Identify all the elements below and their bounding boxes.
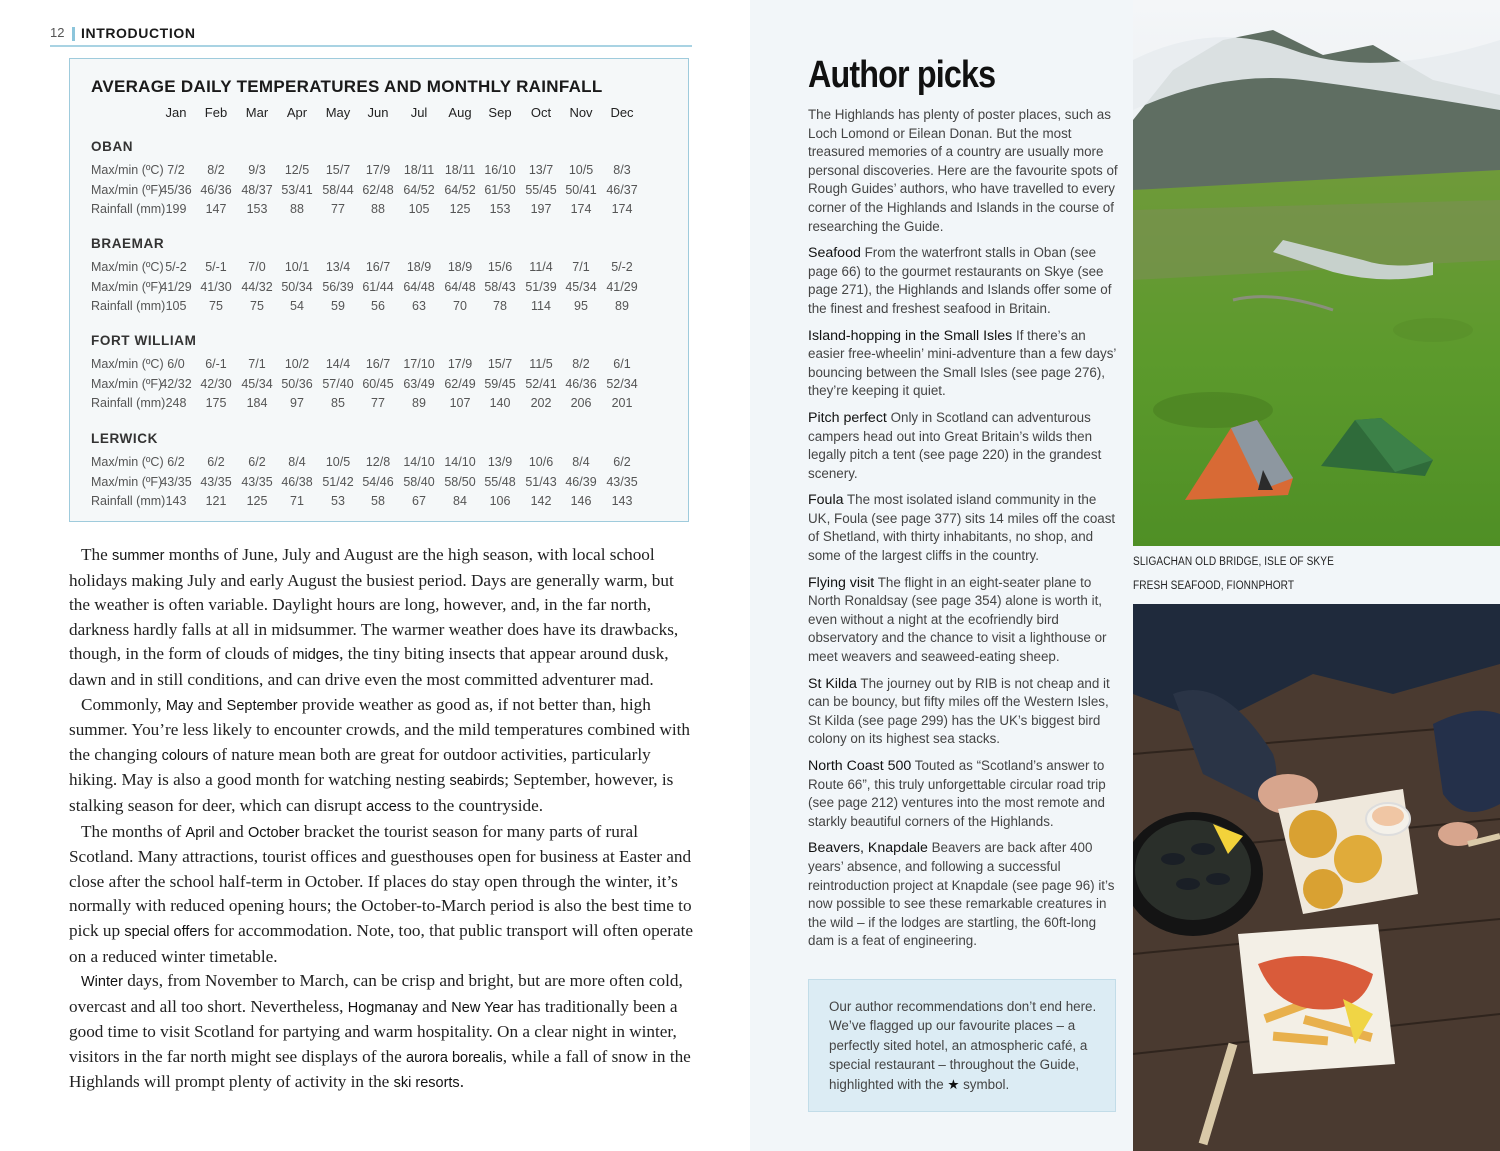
table-cell: 48/37 bbox=[241, 182, 273, 197]
months-header-row bbox=[70, 105, 690, 121]
author-pick-item bbox=[808, 409, 1120, 483]
table-cell: 12/5 bbox=[284, 163, 310, 177]
table-cell: 8/2 bbox=[572, 357, 590, 371]
table-cell: 46/38 bbox=[281, 474, 313, 489]
photo-sligachan bbox=[1133, 0, 1500, 546]
table-cell: 105 bbox=[408, 202, 430, 216]
body-text-run: , while a fall of snow in the Highlands will prompt plenty of activity in the bbox=[69, 1046, 691, 1092]
page-header bbox=[50, 25, 692, 47]
table-cell: 6/2 bbox=[613, 455, 631, 469]
body-text-run: to the countryside. bbox=[411, 795, 544, 815]
table-cell: 54/46 bbox=[362, 474, 394, 489]
table-cell: 58/40 bbox=[403, 474, 435, 489]
row-label: Max/min (ºF) bbox=[91, 182, 163, 197]
table-cell: 5/-1 bbox=[205, 260, 227, 274]
row-label: Max/min (ºF) bbox=[91, 474, 163, 489]
city-name: LERWICK bbox=[91, 431, 158, 446]
table-cell: 58/44 bbox=[322, 182, 354, 197]
paragraph-april-october bbox=[69, 820, 694, 970]
table-cell: 5/-2 bbox=[165, 260, 187, 274]
table-cell: 206 bbox=[570, 396, 592, 410]
table-cell: 59/45 bbox=[484, 376, 516, 391]
table-cell: 16/7 bbox=[365, 357, 391, 371]
table-cell: 14/10 bbox=[403, 455, 435, 469]
table-cell: 10/5 bbox=[568, 163, 594, 177]
table-cell: 12/8 bbox=[365, 455, 391, 469]
table-cell: 248 bbox=[165, 396, 187, 410]
table-row bbox=[70, 260, 690, 278]
table-cell: 14/4 bbox=[325, 357, 351, 371]
table-cell: 10/1 bbox=[284, 260, 310, 274]
table-cell: 125 bbox=[246, 494, 268, 508]
table-cell: 10/5 bbox=[325, 455, 351, 469]
author-pick-text: The journey out by RIB is not cheap and it can be bouncy, but fifty miles off the Western Isles, St Kilda (see page 299) has the UK’s biggest bird colony on its highest sea stacks. bbox=[808, 675, 1110, 747]
table-cell: 125 bbox=[449, 202, 471, 216]
table-row bbox=[70, 357, 690, 375]
table-cell: 43/35 bbox=[200, 474, 232, 489]
author-pick-name: Pitch perfect bbox=[808, 409, 887, 426]
table-cell: 10/6 bbox=[528, 455, 554, 469]
page-number: 12 bbox=[50, 25, 65, 40]
table-cell: 142 bbox=[530, 494, 552, 508]
table-cell: 62/49 bbox=[444, 376, 476, 391]
author-pick-text: Only in Scotland can adventurous campers head out into Great Britain’s wilds then legally pitch a tent (see page 220) in the grandest scenery. bbox=[808, 409, 1102, 481]
body-text-run: Commonly, bbox=[81, 694, 166, 714]
table-cell: 41/30 bbox=[200, 279, 232, 294]
table-row bbox=[70, 202, 690, 220]
table-cell: 60/45 bbox=[362, 376, 394, 391]
row-label: Rainfall (mm) bbox=[91, 494, 166, 508]
table-cell: 55/48 bbox=[484, 474, 516, 489]
table-cell: 17/9 bbox=[447, 357, 473, 371]
table-cell: 6/2 bbox=[167, 455, 185, 469]
table-cell: 50/36 bbox=[281, 376, 313, 391]
table-cell: 43/35 bbox=[241, 474, 273, 489]
table-cell: 8/3 bbox=[613, 163, 631, 177]
table-cell: 51/43 bbox=[525, 474, 557, 489]
row-label: Max/min (ºF) bbox=[91, 279, 163, 294]
table-cell: 50/34 bbox=[281, 279, 313, 294]
table-cell: 56 bbox=[371, 299, 385, 313]
row-label: Rainfall (mm) bbox=[91, 299, 166, 313]
table-cell: 15/7 bbox=[325, 163, 351, 177]
author-pick-item bbox=[808, 757, 1120, 831]
climate-table bbox=[69, 58, 689, 522]
table-cell: 77 bbox=[331, 202, 345, 216]
table-cell: 121 bbox=[205, 494, 227, 508]
table-cell: 7/0 bbox=[248, 260, 266, 274]
author-pick-item bbox=[808, 574, 1120, 667]
row-label: Max/min (ºC) bbox=[91, 163, 164, 177]
table-cell: 43/35 bbox=[160, 474, 192, 489]
body-text-run: The months of bbox=[81, 821, 186, 841]
table-row bbox=[70, 455, 690, 473]
paragraph-winter bbox=[69, 969, 694, 1096]
table-cell: 105 bbox=[165, 299, 187, 313]
table-cell: 13/7 bbox=[528, 163, 554, 177]
table-cell: 14/10 bbox=[444, 455, 476, 469]
highlight-term: access bbox=[366, 798, 412, 815]
table-cell: 46/36 bbox=[200, 182, 232, 197]
table-row bbox=[70, 377, 690, 395]
month-header: Sep bbox=[488, 105, 512, 120]
body-text-run: days, from November to March, can be crisp and bright, but are more often cold, overcast and all too short. Nevertheless, bbox=[69, 971, 683, 1016]
body-text-run: ; September, however, is stalking season for deer, which can disrupt bbox=[69, 770, 674, 815]
table-cell: 6/0 bbox=[167, 357, 185, 371]
table-row bbox=[70, 396, 690, 414]
table-cell: 53 bbox=[331, 494, 345, 508]
author-picks-intro: The Highlands has plenty of poster places, such as Loch Lomond or Eilean Donan. But the most treasured memories of a country are usually more personal discoveries. Here are the favourite spots of Rough Guides’ authors, who have travelled to every corner of the Highlands and Islands in the course of researching the Guide. bbox=[808, 107, 1118, 234]
author-pick-item bbox=[808, 491, 1120, 565]
paragraph-may-september bbox=[69, 693, 694, 820]
recommendation-box bbox=[808, 979, 1116, 1112]
table-cell: 8/4 bbox=[288, 455, 306, 469]
table-cell: 153 bbox=[246, 202, 268, 216]
table-cell: 6/2 bbox=[248, 455, 266, 469]
table-cell: 64/48 bbox=[444, 279, 476, 294]
table-cell: 184 bbox=[246, 396, 268, 410]
table-cell: 95 bbox=[574, 299, 588, 313]
table-cell: 197 bbox=[530, 202, 552, 216]
author-pick-name: St Kilda bbox=[808, 675, 857, 692]
author-pick-name: Beavers, Knapdale bbox=[808, 840, 928, 857]
table-cell: 51/42 bbox=[322, 474, 354, 489]
row-label: Max/min (ºC) bbox=[91, 357, 164, 371]
table-cell: 17/9 bbox=[365, 163, 391, 177]
table-cell: 89 bbox=[615, 299, 629, 313]
author-picks-list bbox=[808, 106, 1120, 959]
right-page bbox=[750, 0, 1500, 1151]
table-cell: 8/4 bbox=[572, 455, 590, 469]
author-pick-item bbox=[808, 675, 1120, 749]
month-header: Jan bbox=[165, 105, 187, 120]
author-pick-text: The most isolated island community in the UK, Foula (see page 377) sits 14 miles off the coast of Shetland, with thirty inhabitants, no shop, and some of the largest cliffs in the country. bbox=[808, 492, 1116, 564]
table-cell: 41/29 bbox=[160, 279, 192, 294]
table-cell: 107 bbox=[449, 396, 471, 410]
table-cell: 62/48 bbox=[362, 182, 394, 197]
highlight-term: aurora borealis bbox=[406, 1049, 503, 1066]
table-cell: 175 bbox=[205, 396, 227, 410]
table-cell: 13/9 bbox=[487, 455, 513, 469]
table-cell: 75 bbox=[250, 299, 264, 313]
author-picks-title: Author picks bbox=[808, 54, 996, 96]
section-title: INTRODUCTION bbox=[81, 25, 196, 41]
author-pick-text: From the waterfront stalls in Oban (see page 66) to the gourmet restaurants on Skye (see page 271), the Highlands and Islands offer some of the finest and freshest seafood in Britain. bbox=[808, 245, 1112, 316]
table-cell: 18/11 bbox=[403, 163, 435, 177]
table-cell: 6/-1 bbox=[205, 357, 227, 371]
author-pick-item bbox=[808, 244, 1120, 318]
photo-seafood bbox=[1133, 604, 1500, 1151]
table-cell: 9/3 bbox=[248, 163, 266, 177]
photo-caption-seafood: FRESH SEAFOOD, FIONNPHORT bbox=[1133, 580, 1295, 592]
table-cell: 45/36 bbox=[160, 182, 192, 197]
author-pick-item bbox=[808, 327, 1120, 401]
table-cell: 114 bbox=[531, 299, 551, 313]
table-cell: 61/44 bbox=[362, 279, 394, 294]
table-cell: 41/29 bbox=[606, 279, 638, 294]
header-divider bbox=[72, 27, 75, 41]
highlight-term: seabirds bbox=[449, 773, 505, 790]
city-name: FORT WILLIAM bbox=[91, 333, 197, 348]
table-cell: 61/50 bbox=[484, 182, 516, 197]
highlight-term: September bbox=[226, 697, 298, 714]
month-header: Mar bbox=[245, 105, 269, 120]
author-pick-name: Seafood bbox=[808, 245, 861, 262]
row-label: Rainfall (mm) bbox=[91, 202, 166, 216]
table-cell: 143 bbox=[165, 494, 187, 508]
table-cell: 10/2 bbox=[284, 357, 310, 371]
highlight-term: midges bbox=[292, 647, 340, 664]
table-cell: 106 bbox=[489, 494, 511, 508]
month-header: Jul bbox=[410, 105, 428, 120]
table-cell: 46/39 bbox=[565, 474, 597, 489]
table-cell: 63/49 bbox=[403, 376, 435, 391]
table-cell: 51/39 bbox=[525, 279, 557, 294]
table-cell: 46/37 bbox=[606, 182, 638, 197]
highlight-term: summer bbox=[112, 548, 165, 564]
table-cell: 6/1 bbox=[613, 357, 631, 371]
table-cell: 16/10 bbox=[484, 163, 516, 177]
table-cell: 50/41 bbox=[565, 182, 597, 197]
body-text-run: of nature mean both are great for outdoor activities, particularly hiking. May is also a good month for watching nesting bbox=[69, 744, 651, 790]
table-cell: 59 bbox=[331, 299, 345, 313]
table-cell: 140 bbox=[489, 396, 511, 410]
table-cell: 202 bbox=[530, 396, 552, 410]
author-pick-name: Island-hopping in the Small Isles bbox=[808, 327, 1013, 344]
highlight-term: special offers bbox=[124, 923, 210, 940]
table-cell: 53/41 bbox=[281, 182, 313, 197]
highlight-term: colours bbox=[161, 747, 209, 764]
row-label: Max/min (ºF) bbox=[91, 376, 163, 391]
row-label: Rainfall (mm) bbox=[91, 396, 166, 410]
month-header: Jun bbox=[367, 105, 389, 120]
table-cell: 199 bbox=[165, 202, 187, 216]
month-header: Oct bbox=[530, 105, 552, 120]
table-cell: 75 bbox=[209, 299, 223, 313]
author-pick-item bbox=[808, 839, 1120, 951]
table-cell: 88 bbox=[371, 202, 385, 216]
table-cell: 70 bbox=[453, 299, 467, 313]
star-icon: ★ bbox=[947, 1076, 960, 1092]
table-cell: 43/35 bbox=[606, 474, 638, 489]
table-cell: 57/40 bbox=[322, 376, 354, 391]
table-cell: 13/4 bbox=[325, 260, 351, 274]
body-text-run: for accommodation. Note, too, that public transport will often operate on a reduced winter timetable. bbox=[69, 920, 694, 966]
table-cell: 58 bbox=[371, 494, 385, 508]
highlight-term: May bbox=[165, 697, 194, 714]
body-text bbox=[69, 543, 694, 1096]
month-header: Dec bbox=[610, 105, 634, 120]
author-pick-text: Touted as “Scotland’s answer to Route 66”, this truly unforgettable circular road trip (see page 212) ventures into the most remote and starkly beautiful corners of the Highlands. bbox=[808, 758, 1106, 829]
month-header: May bbox=[325, 105, 351, 120]
body-text-run: The bbox=[81, 545, 113, 564]
table-cell: 174 bbox=[570, 202, 592, 216]
author-pick-text: If there’s an easier free-wheelin’ mini-adventure than a few days’ bouncing between the Small Isles (see page 276), they’re keeping it quiet. bbox=[808, 327, 1116, 399]
city-name: BRAEMAR bbox=[91, 236, 165, 251]
table-row bbox=[70, 163, 690, 181]
table-cell: 143 bbox=[611, 494, 633, 508]
table-cell: 11/4 bbox=[529, 260, 553, 274]
body-text-run: , the tiny biting insects that appear around dusk, dawn and in still conditions, and can drive even the most committed adventurer mad. bbox=[69, 644, 669, 689]
table-cell: 44/32 bbox=[241, 279, 273, 294]
table-row bbox=[70, 494, 690, 512]
table-cell: 8/2 bbox=[207, 163, 225, 177]
table-cell: 201 bbox=[611, 396, 633, 410]
table-cell: 64/48 bbox=[403, 279, 435, 294]
table-cell: 18/9 bbox=[406, 260, 432, 274]
table-cell: 88 bbox=[290, 202, 304, 216]
table-cell: 71 bbox=[290, 494, 304, 508]
table-cell: 15/6 bbox=[487, 260, 513, 274]
row-label: Max/min (ºC) bbox=[91, 455, 164, 469]
table-cell: 174 bbox=[611, 202, 633, 216]
table-row bbox=[70, 183, 690, 201]
table-cell: 146 bbox=[570, 494, 592, 508]
table-cell: 56/39 bbox=[322, 279, 354, 294]
highlight-term: October bbox=[247, 824, 300, 841]
photo-caption-sligachan: SLIGACHAN OLD BRIDGE, ISLE OF SKYE bbox=[1133, 556, 1334, 568]
table-cell: 147 bbox=[205, 202, 227, 216]
table-cell: 5/-2 bbox=[611, 260, 633, 274]
table-cell: 6/2 bbox=[207, 455, 225, 469]
table-cell: 17/10 bbox=[403, 357, 435, 371]
table-cell: 64/52 bbox=[403, 182, 435, 197]
table-cell: 52/34 bbox=[606, 376, 638, 391]
table-cell: 7/1 bbox=[572, 260, 590, 274]
city-name: OBAN bbox=[91, 139, 134, 154]
body-text-run: bracket the tourist season for many parts of rural Scotland. Many attractions, tourist offices and guesthouses open for business at Easter and close after the school half-term in October. If places do stay open through the winter, it’s normally with reduced opening hours; the October-to-March period is also the best time to pick up bbox=[69, 821, 692, 940]
table-cell: 77 bbox=[371, 396, 385, 410]
table-cell: 67 bbox=[412, 494, 426, 508]
table-cell: 55/45 bbox=[525, 182, 557, 197]
table-cell: 89 bbox=[412, 396, 426, 410]
table-cell: 15/7 bbox=[487, 357, 513, 371]
climate-table-title: AVERAGE DAILY TEMPERATURES AND MONTHLY RAINFALL bbox=[91, 77, 603, 96]
row-label: Max/min (ºC) bbox=[91, 260, 164, 274]
author-pick-text: Beavers are back after 400 years’ absence, and following a successful reintroduction project at Knapdale (see page 96) it’s now possible to see these remarkable creatures in the wild – if the lodges are startling, the 60ft-long dam is a feat of engineering. bbox=[808, 840, 1115, 949]
table-cell: 54 bbox=[290, 299, 304, 313]
highlight-term: Winter bbox=[81, 974, 123, 991]
highlight-term: ski resorts bbox=[393, 1075, 460, 1092]
highlight-term: Hogmanay bbox=[347, 999, 418, 1016]
table-cell: 45/34 bbox=[241, 376, 273, 391]
body-text-run: months of June, July and August are the high season, with local school holidays making July and early August the busiest period. Days are generally warm, but the weather is often variable. Daylight hours are long, however, and, in the far north, darkness hardly falls at all in midsummer. The warmer weather does have its drawbacks, though, in the form of clouds of bbox=[69, 545, 679, 664]
table-cell: 63 bbox=[412, 299, 426, 313]
table-cell: 85 bbox=[331, 396, 345, 410]
paragraph-summer bbox=[69, 543, 694, 693]
recommendation-text-start: Our author recommendations don’t end here. We’ve flagged up our favourite places – a perfectly sited hotel, an atmospheric café, a special restaurant – throughout the Guide, highlighted with the bbox=[829, 999, 1097, 1092]
body-text-run: and bbox=[417, 996, 452, 1016]
body-text-run: and bbox=[214, 821, 248, 841]
author-pick-text: The flight in an eight-seater plane to North Ronaldsay (see page 354) alone is worth it, even without a night at the ecofriendly bird observatory and the chance to visit a lighthouse or meet weavers and seaweed-eating sheep. bbox=[808, 574, 1107, 665]
month-header: Aug bbox=[448, 105, 472, 120]
table-cell: 42/32 bbox=[160, 376, 192, 391]
table-cell: 64/52 bbox=[444, 182, 476, 197]
highlight-term: April bbox=[185, 824, 215, 841]
table-cell: 16/7 bbox=[365, 260, 391, 274]
table-cell: 45/34 bbox=[565, 279, 597, 294]
table-cell: 18/11 bbox=[444, 163, 476, 177]
month-header: Apr bbox=[286, 105, 308, 120]
table-cell: 153 bbox=[489, 202, 511, 216]
table-row bbox=[70, 299, 690, 317]
body-text-run: has traditionally been a good time to visit Scotland for partying and warm hospitality. On a clear night in winter, visitors in the far north might see displays of the bbox=[69, 996, 678, 1066]
recommendation-text-end: symbol. bbox=[959, 1076, 1010, 1092]
table-row bbox=[70, 280, 690, 298]
author-pick-name: North Coast 500 bbox=[808, 758, 912, 774]
month-header: Feb bbox=[204, 105, 228, 120]
table-cell: 97 bbox=[290, 396, 304, 410]
table-cell: 7/1 bbox=[248, 357, 266, 371]
table-cell: 84 bbox=[453, 494, 467, 508]
table-cell: 78 bbox=[493, 299, 507, 313]
table-cell: 18/9 bbox=[447, 260, 473, 274]
author-pick-name: Foula bbox=[808, 492, 844, 509]
month-header: Nov bbox=[569, 105, 593, 120]
author-pick-name: Flying visit bbox=[808, 574, 875, 591]
table-cell: 46/36 bbox=[565, 376, 597, 391]
table-cell: 52/41 bbox=[525, 376, 557, 391]
highlight-term: New Year bbox=[451, 999, 514, 1016]
body-text-run: provide weather as good as, if not better than, high summer. You’re less likely to encounter crowds, and the mild temperatures combined with the changing bbox=[69, 694, 691, 764]
body-text-run: and bbox=[193, 694, 227, 714]
table-cell: 58/43 bbox=[484, 279, 516, 294]
table-row bbox=[70, 475, 690, 493]
table-cell: 58/50 bbox=[444, 474, 476, 489]
body-text-run: . bbox=[459, 1072, 464, 1092]
table-cell: 42/30 bbox=[200, 376, 232, 391]
table-cell: 7/2 bbox=[167, 163, 185, 177]
table-cell: 11/5 bbox=[529, 357, 553, 371]
